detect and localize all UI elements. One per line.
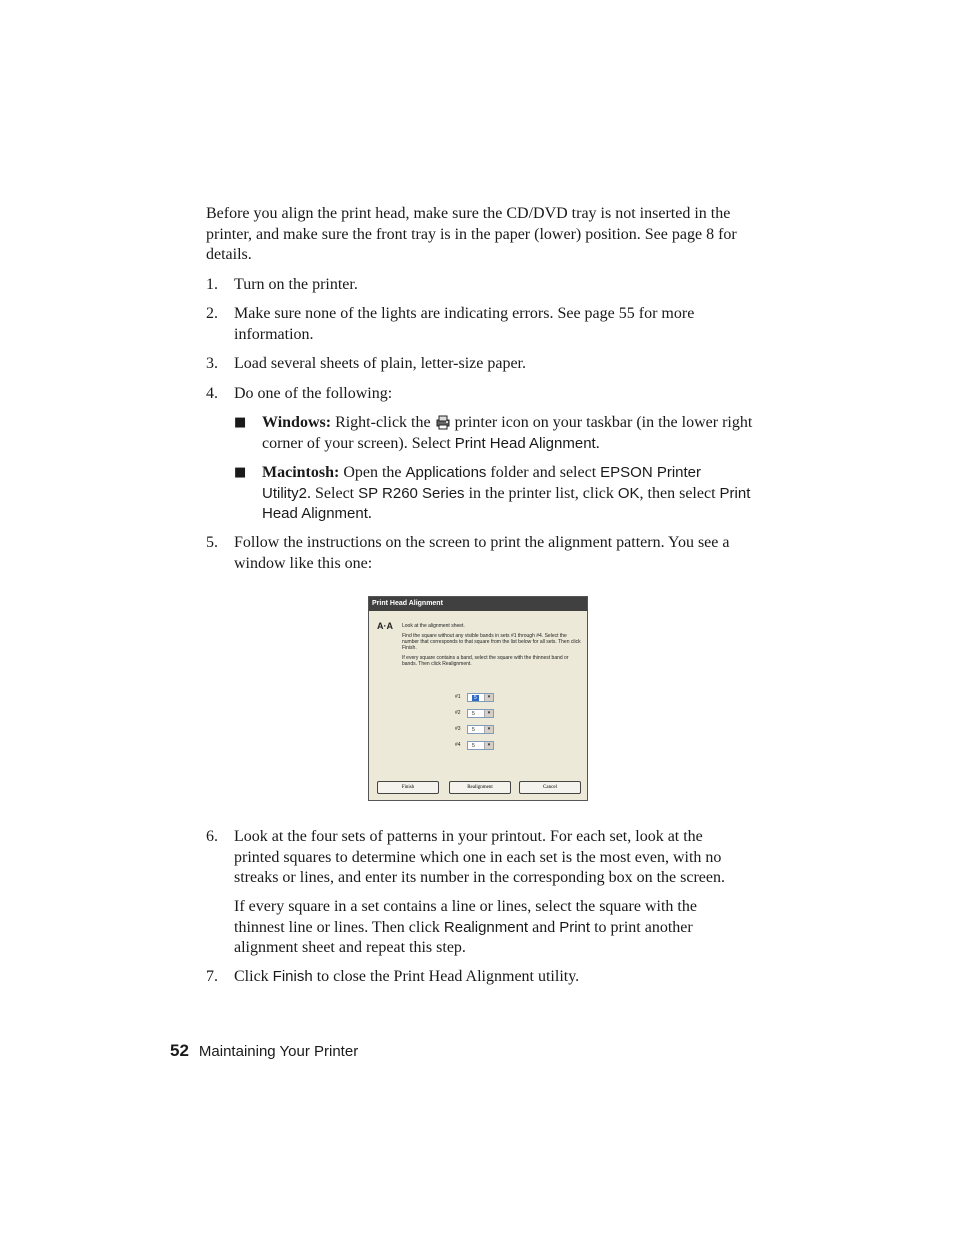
step-number: 7. [206, 968, 218, 985]
step-text: Follow the instructions on the screen to print the alignment pattern. You see a window like this one: [234, 534, 730, 572]
text-run: in the printer list, click [464, 484, 618, 502]
step-number: 5. [206, 534, 218, 551]
text-run: If every square in a set contains a line or lines, select the square with the thinnest line or lines. Then click [234, 898, 697, 936]
set-2-select[interactable] [467, 709, 494, 718]
ui-term: Realignment [443, 918, 529, 936]
step-text: Turn on the printer. [234, 276, 358, 293]
printer-taskbar-icon [435, 414, 451, 430]
text-run: to print another alignment sheet and repeat this step. [234, 918, 693, 957]
page-footer [170, 1041, 358, 1061]
bullet-square: ■ [234, 415, 247, 430]
step-text: Look at the four sets of patterns in your printout. For each set, look at the printed squares to determine which one in each set is the most even, with no streaks or lines, and enter its number in the corresponding box on the screen. [234, 828, 725, 887]
text-run: Open the [339, 464, 406, 481]
step-number: 4. [206, 385, 218, 402]
ui-term: Print Head Alignment [454, 434, 596, 452]
print-head-alignment-dialog [368, 596, 588, 801]
page-number: 52 [170, 1041, 189, 1060]
ui-term: Print [559, 918, 591, 936]
cancel-button[interactable]: Cancel [519, 781, 581, 794]
step-text: Make sure none of the lights are indicating errors. See page 55 for more information. [234, 305, 695, 343]
bullet-windows [234, 413, 754, 454]
realignment-button[interactable]: Realignment [449, 781, 511, 794]
step-3 [206, 354, 751, 375]
bullet-square: ■ [234, 465, 247, 480]
set-label: #3 [455, 726, 461, 732]
text-run: , then select [639, 484, 720, 502]
text-run: folder and select [486, 464, 601, 481]
select-value: 5 [474, 695, 477, 701]
step-4 [206, 384, 751, 405]
set-label: #4 [455, 742, 461, 748]
set-4-select[interactable] [467, 741, 494, 750]
alignment-icon: A·A [377, 621, 393, 631]
step-number: 3. [206, 355, 218, 372]
dialog-paragraph: If every square contains a band, select the square with the thinnest band or bands. Then click Realignment. [402, 655, 569, 667]
step-5 [206, 533, 751, 574]
dialog-instructions [402, 623, 582, 671]
chevron-down-icon[interactable]: ▾ [484, 726, 493, 733]
step-7 [206, 967, 751, 988]
text-run: . Select [307, 484, 359, 502]
bullet-label: Macintosh: [262, 464, 340, 481]
ui-term: EPSON Printer Utility2 [262, 464, 702, 502]
text-run: printer icon on your taskbar (in the lower right corner of your screen). Select [262, 414, 753, 452]
step-number: 1. [206, 276, 218, 293]
set-3-select[interactable] [467, 725, 494, 734]
text-run: Click [234, 968, 273, 985]
ui-term: SP R260 Series [358, 484, 465, 502]
step-6 [206, 827, 751, 889]
step-text: Do one of the following: [234, 385, 393, 402]
dialog-title: Print Head Alignment [369, 597, 587, 611]
select-value: 5 [472, 727, 475, 733]
dialog-body [369, 611, 587, 800]
ui-term: OK [617, 484, 640, 502]
step-text: Load several sheets of plain, letter-size paper. [234, 355, 526, 372]
dialog-paragraph: Find the square without any visible bands in sets #1 through #4. Select the number that corresponds to that square from the list below for all sets. Then click Finish. [402, 633, 581, 651]
text-run: Right-click the [331, 414, 435, 431]
ui-term: Applications [405, 464, 487, 481]
select-value: 5 [472, 743, 475, 749]
text-run: and [528, 918, 560, 936]
bullet-macintosh [234, 463, 754, 525]
step-number: 2. [206, 305, 218, 322]
text-run: . [595, 434, 600, 452]
chevron-down-icon[interactable]: ▾ [484, 694, 493, 701]
finish-button[interactable]: Finish [377, 781, 439, 794]
chevron-down-icon[interactable]: ▾ [484, 742, 493, 749]
select-value: 5 [472, 711, 475, 717]
step-2 [206, 304, 751, 345]
set-1-select[interactable] [467, 693, 494, 702]
chapter-title: Maintaining Your Printer [198, 1043, 359, 1060]
chevron-down-icon[interactable]: ▾ [484, 710, 493, 717]
intro-paragraph: Before you align the print head, make sure the CD/DVD tray is not inserted in the printer, and make sure the front tray is in the paper (lower) position. See page 8 for details. [206, 205, 737, 264]
dialog-paragraph: Look at the alignment sheet. [402, 623, 465, 629]
ui-term: Print Head Alignment [262, 484, 751, 523]
step-6-note [206, 897, 751, 959]
step-number: 6. [206, 828, 218, 845]
text-run: . [367, 505, 372, 523]
bullet-label: Windows: [262, 414, 332, 431]
step-1 [206, 275, 751, 296]
set-label: #2 [455, 710, 461, 716]
ui-term: Finish [272, 968, 313, 985]
text-run: to close the Print Head Alignment utility. [312, 968, 580, 985]
set-label: #1 [455, 694, 461, 700]
